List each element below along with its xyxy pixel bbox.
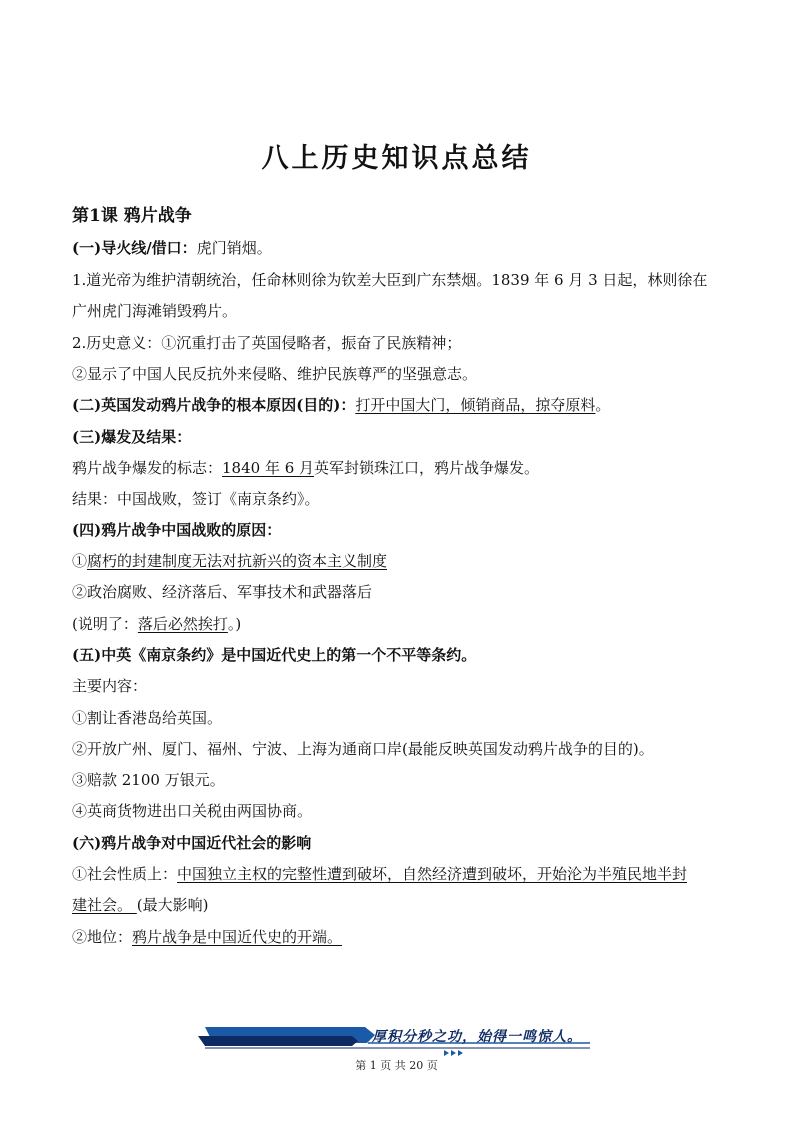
section-1-item-1b: 广州虎门海滩销毁鸦片。 (72, 302, 238, 320)
section-4-item-1-text: 腐朽的封建制度无法对抗新兴的资本主义制度 (87, 552, 388, 570)
section-1-heading: (一)导火线/借口： (72, 239, 197, 257)
section-3-date: 1840 年 6 月 (222, 459, 315, 477)
lesson-heading: 第1课 鸦片战争 (72, 206, 192, 226)
page-number: 第 1 页 共 20 页 (355, 1059, 438, 1072)
section-5-item-3: ③赔款 2100 万银元。 (72, 771, 225, 789)
section-6-item-1-pre: ①社会性质上： (72, 865, 178, 883)
section-1-item-2a: 2.历史意义：①沉重打击了英国侵略者，振奋了民族精神； (72, 334, 462, 352)
footer-arrow-1 (444, 1050, 449, 1056)
section-2-answer: 打开中国大门，倾销商品，掠夺原料 (355, 396, 596, 414)
section-4-item-2: ②政治腐败、经济落后、军事技术和武器落后 (72, 583, 373, 601)
section-3-line-2: 结果：中国战败，签订《南京条约》。 (72, 490, 320, 508)
section-3-heading: (三)爆发及结果： (72, 428, 192, 446)
section-2-end: 。 (595, 396, 611, 414)
section-1-item-2b: ②显示了中国人民反抗外来侵略、维护民族尊严的坚强意志。 (72, 365, 478, 383)
section-3-line-1-post: 英军封锁珠江口，鸦片战争爆发。 (314, 459, 540, 477)
section-3-line-1-pre: 鸦片战争爆发的标志： (72, 459, 223, 477)
footer-arrow-3 (458, 1050, 463, 1056)
footer-arrow-2 (451, 1050, 456, 1056)
page-title: 八上历史知识点总结 (261, 143, 532, 174)
section-4-note-post: 。) (227, 615, 242, 633)
section-6-item-2-pre: ②地位： (72, 928, 133, 946)
section-4-item-1-marker: ① (72, 552, 88, 570)
section-4-heading: (四)鸦片战争中国战败的原因： (72, 521, 282, 539)
footer-motto: 厚积分秒之功，始得一鸣惊人。 (372, 1029, 582, 1045)
section-1-value: 虎门销烟。 (196, 239, 272, 257)
section-6-heading: (六)鸦片战争对中国近代社会的影响 (72, 834, 312, 852)
section-6-item-1-text-cont: 建社会。 (72, 896, 137, 914)
section-6-item-1-note: (最大影响) (136, 896, 209, 914)
section-5-heading: (五)中英《南京条约》是中国近代史上的第一个不平等条约。 (72, 646, 477, 664)
section-4-note-pre: (说明了： (72, 615, 138, 633)
section-5-item-2: ②开放广州、厦门、福州、宁波、上海为通商口岸(最能反映英国发动鸦片战争的目的)。 (72, 740, 654, 758)
section-6-item-1-text: 中国独立主权的完整性遭到破坏，自然经济遭到破坏，开始沦为半殖民地半封 (177, 865, 688, 883)
footer-dark-stripe (198, 1036, 358, 1046)
section-4-note-text: 落后必然挨打 (137, 615, 228, 633)
section-5-item-1: ①割让香港岛给英国。 (72, 709, 223, 727)
section-6-item-2-text: 鸦片战争是中国近代史的开端。 (132, 928, 343, 946)
section-2-heading: (二)英国发动鸦片战争的根本原因(目的)： (72, 396, 356, 414)
section-5-intro: 主要内容： (72, 677, 148, 695)
section-5-item-4: ④英商货物进出口关税由两国协商。 (72, 802, 313, 820)
section-1-item-1a: 1.道光帝为维护清朝统治，任命林则徐为钦差大臣到广东禁烟。1839 年 6 月 3 日起，林则徐在 (72, 271, 708, 289)
